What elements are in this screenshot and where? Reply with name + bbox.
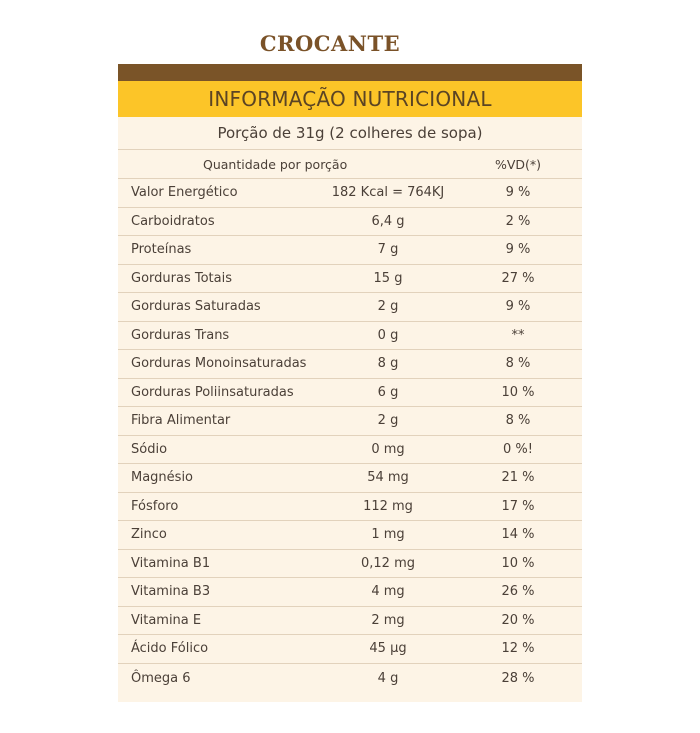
nutrient-daily-value: 17 %	[501, 498, 535, 514]
nutrient-daily-value: 8 %	[505, 413, 531, 429]
nutrient-name: Vitamina B1	[131, 555, 211, 571]
nutrition-title: INFORMAÇÃO NUTRICIONAL	[208, 87, 492, 111]
nutrient-amount: 15 g	[373, 270, 403, 286]
nutrient-daily-value: 2 %	[505, 213, 531, 229]
nutrient-name: Sódio	[131, 441, 168, 457]
table-row	[118, 521, 582, 550]
nutrient-daily-value: **	[511, 327, 525, 343]
nutrient-name: Valor Energético	[131, 185, 238, 201]
nutrient-name: Magnésio	[131, 470, 194, 486]
nutrient-daily-value: 14 %	[501, 527, 535, 543]
nutrient-name: Gorduras Totais	[131, 270, 232, 286]
nutrient-daily-value: 26 %	[501, 584, 535, 600]
nutrient-amount: 1 mg	[371, 527, 405, 543]
nutrient-daily-value: 27 %	[501, 270, 535, 286]
nutrient-daily-value: 12 %	[501, 641, 535, 657]
nutrient-amount: 45 µg	[369, 641, 407, 657]
nutrient-name: Fósforo	[131, 498, 179, 514]
table-row	[118, 236, 582, 265]
nutrient-name: Fibra Alimentar	[131, 413, 231, 429]
nutrient-daily-value: 9 %	[505, 185, 531, 201]
table-row	[118, 550, 582, 579]
nutrient-name: Zinco	[131, 527, 167, 543]
nutrient-amount: 6,4 g	[371, 213, 405, 229]
nutrient-amount: 7 g	[377, 242, 399, 258]
nutrient-name: Gorduras Poliinsaturadas	[131, 384, 294, 400]
nutrient-amount: 0 g	[377, 327, 399, 343]
nutrient-name: Gorduras Trans	[131, 327, 230, 343]
table-row	[118, 578, 582, 607]
table-row	[118, 407, 582, 436]
nutrient-daily-value: 8 %	[505, 356, 531, 372]
table-row	[118, 464, 582, 493]
nutrient-name: Vitamina B3	[131, 584, 211, 600]
nutrient-daily-value: 9 %	[505, 242, 531, 258]
nutrient-daily-value: 21 %	[501, 470, 535, 486]
nutrient-amount: 112 mg	[363, 498, 413, 514]
nutrient-name: Gorduras Saturadas	[131, 299, 261, 315]
nutrient-amount: 2 mg	[371, 612, 405, 628]
table-row	[118, 607, 582, 636]
quantity-column-header: Quantidade por porção	[203, 156, 348, 172]
table-row	[118, 493, 582, 522]
nutrient-name: Proteínas	[131, 242, 192, 258]
nutrient-daily-value: 9 %	[505, 299, 531, 315]
nutrient-name: Ácido Fólico	[131, 641, 209, 657]
nutrient-daily-value: 10 %	[501, 384, 535, 400]
nutrient-daily-value: 0 %!	[503, 441, 533, 457]
nutrient-amount: 2 g	[377, 299, 399, 315]
brand-title: CROCANTE	[259, 31, 401, 56]
table-row	[118, 265, 582, 294]
nutrient-amount: 4 mg	[371, 584, 405, 600]
table-row	[118, 436, 582, 465]
serving-size: Porção de 31g (2 colheres de sopa)	[118, 117, 582, 150]
title-band	[118, 81, 582, 117]
table-row	[118, 635, 582, 664]
nutrient-amount: 54 mg	[367, 470, 409, 486]
nutrient-amount: 6 g	[377, 384, 399, 400]
table-row	[118, 208, 582, 237]
nutrient-name: Carboidratos	[131, 213, 215, 229]
nutrient-name: Vitamina E	[131, 612, 202, 628]
nutrient-rows	[118, 179, 582, 694]
table-row	[118, 350, 582, 379]
table-row	[118, 322, 582, 351]
nutrient-amount: 8 g	[377, 356, 399, 372]
nutrient-amount: 0 mg	[371, 441, 405, 457]
dv-column-header: %VD(*)	[494, 156, 542, 172]
table-row	[118, 664, 582, 694]
top-brown-bar	[118, 64, 582, 81]
column-header-row	[118, 150, 582, 179]
nutrient-amount: 182 Kcal = 764KJ	[331, 185, 445, 201]
nutrient-name: Gorduras Monoinsaturadas	[131, 356, 307, 372]
nutrition-facts-panel	[118, 64, 582, 702]
table-row	[118, 379, 582, 408]
nutrient-name: Ômega 6	[131, 671, 191, 686]
table-row	[118, 179, 582, 208]
table-row	[118, 293, 582, 322]
nutrient-daily-value: 20 %	[501, 612, 535, 628]
nutrient-amount: 2 g	[377, 413, 399, 429]
nutrient-amount: 0,12 mg	[361, 555, 415, 571]
nutrient-daily-value: 10 %	[501, 555, 535, 571]
nutrient-daily-value: 28 %	[501, 671, 535, 686]
nutrient-amount: 4 g	[377, 671, 399, 686]
